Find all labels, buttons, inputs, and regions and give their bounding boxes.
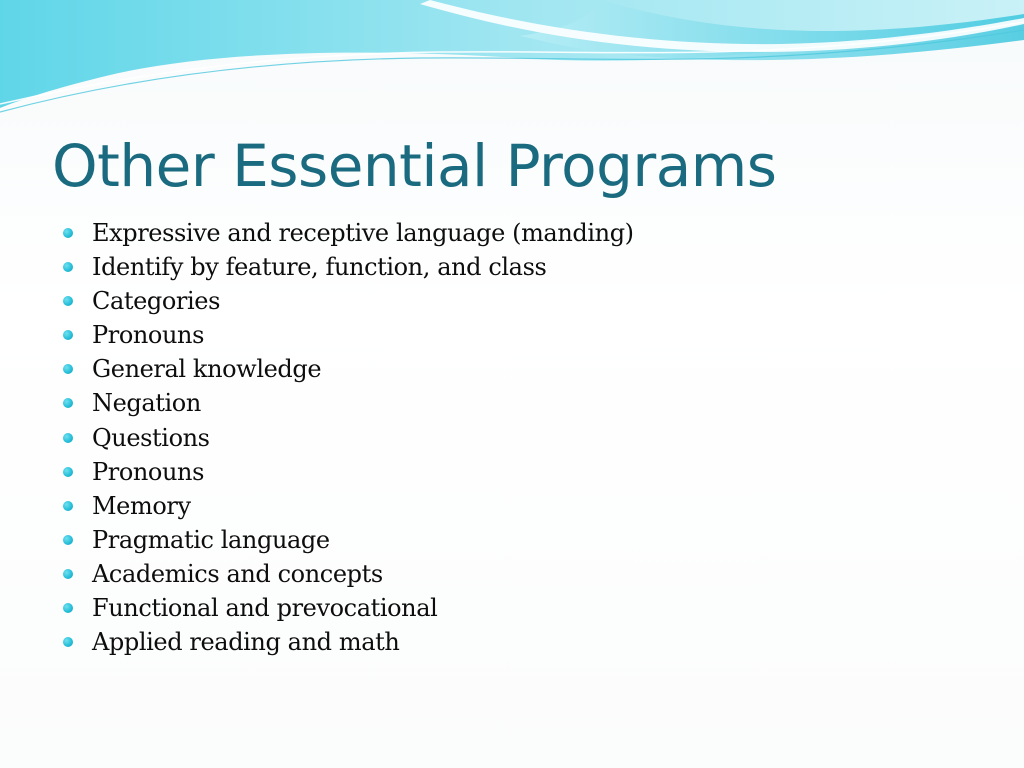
bullet-dot-icon	[63, 535, 73, 545]
list-item	[62, 284, 634, 318]
bullet-dot-icon	[63, 262, 73, 272]
list-item	[62, 557, 634, 591]
list-item-text: General knowledge	[92, 355, 322, 384]
bullet-dot-icon	[63, 501, 73, 511]
list-item	[62, 216, 634, 250]
bullet-dot-icon	[63, 398, 73, 408]
bullet-dot-icon	[63, 296, 73, 306]
list-item-text: Memory	[92, 491, 191, 520]
bullet-dot-icon	[63, 433, 73, 443]
list-item	[62, 386, 634, 420]
bullet-dot-icon	[63, 603, 73, 613]
bullet-dot-icon	[63, 228, 73, 238]
list-item-text: Academics and concepts	[92, 559, 383, 588]
list-item-text: Applied reading and math	[92, 628, 400, 657]
bullet-list	[62, 216, 634, 659]
list-item	[62, 625, 634, 659]
list-item-text: Questions	[92, 423, 210, 452]
list-item	[62, 523, 634, 557]
list-item-text: Pronouns	[92, 457, 205, 486]
list-item	[62, 250, 634, 284]
bullet-dot-icon	[63, 467, 73, 477]
list-item	[62, 591, 634, 625]
list-item-text: Negation	[92, 389, 201, 418]
bullet-dot-icon	[63, 364, 73, 374]
bullet-dot-icon	[63, 637, 73, 647]
list-item	[62, 318, 634, 352]
list-item	[62, 455, 634, 489]
list-item-text: Expressive and receptive language (manding)	[92, 219, 634, 247]
list-item	[62, 421, 634, 455]
bullet-dot-icon	[63, 330, 73, 340]
list-item-text: Pronouns	[92, 321, 205, 350]
bullet-dot-icon	[63, 569, 73, 579]
list-item-text: Functional and prevocational	[92, 594, 438, 623]
list-item-text: Identify by feature, function, and class	[92, 253, 547, 282]
list-item-text: Pragmatic language	[92, 525, 330, 554]
slide-title: Other Essential Programs	[52, 132, 777, 200]
list-item	[62, 489, 634, 523]
wave-header-decoration	[0, 0, 1024, 120]
list-item-text: Categories	[92, 287, 221, 316]
list-item	[62, 352, 634, 386]
